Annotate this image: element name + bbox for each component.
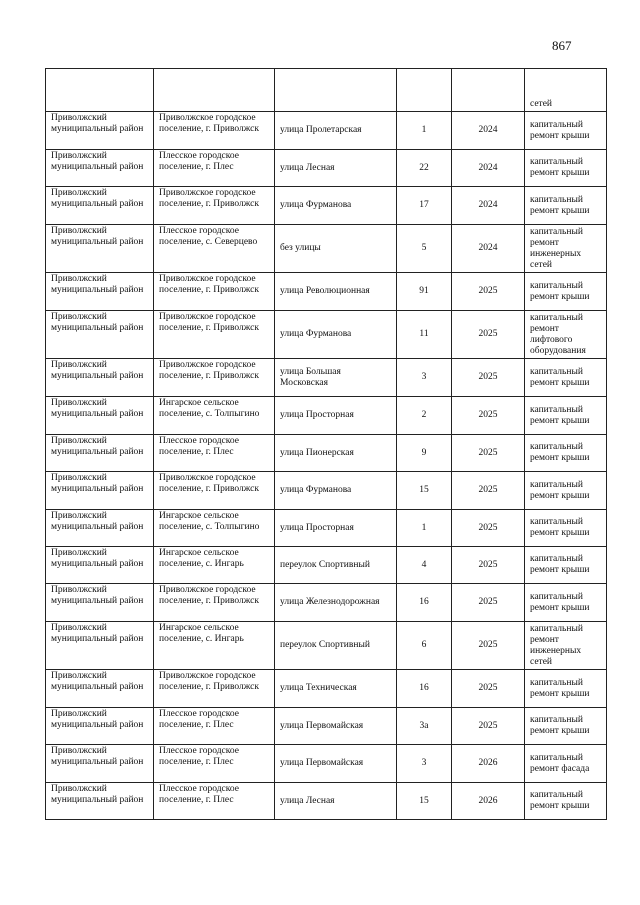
cell-year: 2025	[452, 359, 525, 397]
table-row	[46, 745, 607, 783]
cell-settlement: Плесское городское поселение, г. Плес	[154, 435, 275, 472]
cell-street: улица Первомайская	[275, 745, 397, 783]
cell-settlement: Плесское городское поселение, г. Плес	[154, 708, 275, 745]
cell-work: капитальный ремонт инженерных сетей	[525, 225, 607, 273]
cell-street: без улицы	[275, 225, 397, 273]
cell-work: капитальный ремонт крыши	[525, 150, 607, 187]
table-row	[46, 670, 607, 708]
cell-house: 16	[397, 670, 452, 708]
cell-settlement	[154, 69, 275, 112]
cell-year: 2026	[452, 745, 525, 783]
table-row	[46, 547, 607, 584]
cell-house: 22	[397, 150, 452, 187]
cell-district: Приволжский муниципальный район	[46, 435, 154, 472]
cell-work: капитальный ремонт крыши	[525, 547, 607, 584]
table-row	[46, 472, 607, 510]
table-row	[46, 359, 607, 397]
cell-settlement: Ингарское сельское поселение, с. Ингарь	[154, 547, 275, 584]
cell-settlement: Приволжское городское поселение, г. Приволжск	[154, 584, 275, 622]
cell-district: Приволжский муниципальный район	[46, 112, 154, 150]
cell-year: 2025	[452, 584, 525, 622]
cell-house: 91	[397, 273, 452, 311]
cell-work: капитальный ремонт крыши	[525, 584, 607, 622]
cell-work: капитальный ремонт крыши	[525, 187, 607, 225]
cell-work: капитальный ремонт крыши	[525, 510, 607, 547]
cell-house: 5	[397, 225, 452, 273]
cell-district: Приволжский муниципальный район	[46, 311, 154, 359]
table-row	[46, 622, 607, 670]
cell-settlement: Плесское городское поселение, с. Северцево	[154, 225, 275, 273]
cell-settlement: Приволжское городское поселение, г. Приволжск	[154, 112, 275, 150]
cell-house: 15	[397, 472, 452, 510]
cell-work: капитальный ремонт крыши	[525, 397, 607, 435]
cell-district: Приволжский муниципальный район	[46, 273, 154, 311]
cell-settlement: Ингарское сельское поселение, с. Ингарь	[154, 622, 275, 670]
cell-work: капитальный ремонт лифтового оборудования	[525, 311, 607, 359]
cell-year: 2026	[452, 783, 525, 820]
table-row	[46, 397, 607, 435]
cell-settlement: Ингарское сельское поселение, с. Толпыгино	[154, 397, 275, 435]
cell-district: Приволжский муниципальный район	[46, 708, 154, 745]
table-row	[46, 708, 607, 745]
cell-house: 3а	[397, 708, 452, 745]
cell-year: 2024	[452, 225, 525, 273]
cell-district: Приволжский муниципальный район	[46, 622, 154, 670]
cell-settlement: Плесское городское поселение, г. Плес	[154, 783, 275, 820]
cell-street: улица Лесная	[275, 783, 397, 820]
cell-district: Приволжский муниципальный район	[46, 472, 154, 510]
cell-street: улица Революционная	[275, 273, 397, 311]
cell-year: 2025	[452, 397, 525, 435]
cell-work: капитальный ремонт крыши	[525, 112, 607, 150]
cell-work: капитальный ремонт крыши	[525, 435, 607, 472]
table-row	[46, 783, 607, 820]
cell-work: капитальный ремонт крыши	[525, 359, 607, 397]
cell-district: Приволжский муниципальный район	[46, 397, 154, 435]
table-row	[46, 584, 607, 622]
cell-year: 2025	[452, 435, 525, 472]
cell-year: 2025	[452, 670, 525, 708]
cell-district: Приволжский муниципальный район	[46, 670, 154, 708]
cell-settlement: Приволжское городское поселение, г. Приволжск	[154, 187, 275, 225]
cell-house: 16	[397, 584, 452, 622]
table-row	[46, 225, 607, 273]
cell-district: Приволжский муниципальный район	[46, 187, 154, 225]
cell-street: улица Лесная	[275, 150, 397, 187]
cell-year: 2024	[452, 112, 525, 150]
cell-house: 1	[397, 112, 452, 150]
cell-year: 2025	[452, 311, 525, 359]
cell-year: 2025	[452, 273, 525, 311]
cell-street: улица Фурманова	[275, 472, 397, 510]
table-row	[46, 187, 607, 225]
table-row	[46, 510, 607, 547]
cell-year: 2024	[452, 187, 525, 225]
cell-year: 2025	[452, 708, 525, 745]
cell-house: 17	[397, 187, 452, 225]
cell-district: Приволжский муниципальный район	[46, 745, 154, 783]
table-row	[46, 112, 607, 150]
cell-house: 11	[397, 311, 452, 359]
cell-house: 3	[397, 745, 452, 783]
cell-house: 15	[397, 783, 452, 820]
cell-year: 2024	[452, 150, 525, 187]
cell-street: переулок Спортивный	[275, 547, 397, 584]
cell-house: 6	[397, 622, 452, 670]
cell-district: Приволжский муниципальный район	[46, 150, 154, 187]
cell-settlement: Приволжское городское поселение, г. Приволжск	[154, 311, 275, 359]
cell-district: Приволжский муниципальный район	[46, 225, 154, 273]
cell-work: капитальный ремонт фасада	[525, 745, 607, 783]
cell-settlement: Ингарское сельское поселение, с. Толпыгино	[154, 510, 275, 547]
cell-street	[275, 69, 397, 112]
cell-street: улица Большая Московская	[275, 359, 397, 397]
cell-settlement: Приволжское городское поселение, г. Приволжск	[154, 670, 275, 708]
cell-street: переулок Спортивный	[275, 622, 397, 670]
table-row	[46, 150, 607, 187]
cell-street: улица Пионерская	[275, 435, 397, 472]
cell-year: 2025	[452, 547, 525, 584]
cell-street: улица Первомайская	[275, 708, 397, 745]
cell-street: улица Фурманова	[275, 187, 397, 225]
cell-work: капитальный ремонт инженерных сетей	[525, 622, 607, 670]
cell-house: 4	[397, 547, 452, 584]
cell-street: улица Фурманова	[275, 311, 397, 359]
cell-settlement: Плесское городское поселение, г. Плес	[154, 745, 275, 783]
table-row	[46, 311, 607, 359]
cell-settlement: Приволжское городское поселение, г. Приволжск	[154, 359, 275, 397]
cell-house: 9	[397, 435, 452, 472]
cell-settlement: Приволжское городское поселение, г. Приволжск	[154, 273, 275, 311]
repair-schedule-table	[45, 68, 607, 820]
cell-year	[452, 69, 525, 112]
cell-settlement: Приволжское городское поселение, г. Приволжск	[154, 472, 275, 510]
cell-work: капитальный ремонт крыши	[525, 708, 607, 745]
cell-work: капитальный ремонт крыши	[525, 472, 607, 510]
cell-year: 2025	[452, 510, 525, 547]
cell-street: улица Просторная	[275, 397, 397, 435]
cell-street: улица Просторная	[275, 510, 397, 547]
cell-district: Приволжский муниципальный район	[46, 783, 154, 820]
cell-work: сетей	[525, 69, 607, 112]
cell-street: улица Железнодорожная	[275, 584, 397, 622]
cell-district: Приволжский муниципальный район	[46, 547, 154, 584]
cell-district: Приволжский муниципальный район	[46, 584, 154, 622]
cell-house	[397, 69, 452, 112]
cell-house: 2	[397, 397, 452, 435]
cell-work: капитальный ремонт крыши	[525, 273, 607, 311]
table-row-continued	[46, 69, 607, 112]
cell-street: улица Пролетарская	[275, 112, 397, 150]
cell-work: капитальный ремонт крыши	[525, 783, 607, 820]
cell-house: 3	[397, 359, 452, 397]
cell-district	[46, 69, 154, 112]
cell-street: улица Техническая	[275, 670, 397, 708]
cell-district: Приволжский муниципальный район	[46, 510, 154, 547]
table-row	[46, 273, 607, 311]
table-row	[46, 435, 607, 472]
cell-settlement: Плесское городское поселение, г. Плес	[154, 150, 275, 187]
cell-year: 2025	[452, 472, 525, 510]
cell-work: капитальный ремонт крыши	[525, 670, 607, 708]
cell-house: 1	[397, 510, 452, 547]
cell-year: 2025	[452, 622, 525, 670]
cell-district: Приволжский муниципальный район	[46, 359, 154, 397]
page-number: 867	[552, 38, 572, 53]
